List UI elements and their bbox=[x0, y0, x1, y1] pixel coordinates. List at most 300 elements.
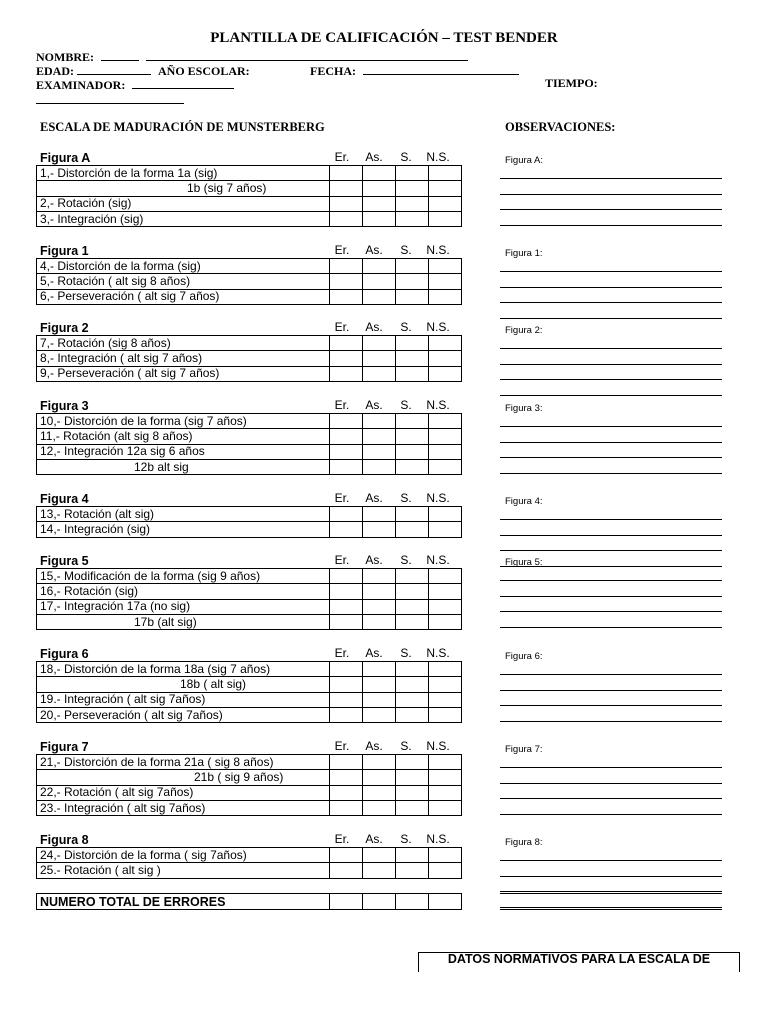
score-cell-s[interactable] bbox=[396, 863, 429, 878]
score-cell-er[interactable] bbox=[330, 351, 363, 366]
figure-header bbox=[36, 646, 456, 661]
figure-header bbox=[36, 320, 456, 335]
score-cell-ns[interactable] bbox=[429, 707, 462, 722]
column-header: Er. bbox=[334, 832, 350, 846]
table-row bbox=[37, 569, 462, 584]
observation-line[interactable] bbox=[500, 302, 722, 303]
criterion-label: 24,- Distorción de la forma ( sig 7años) bbox=[37, 848, 330, 863]
table-row bbox=[37, 785, 462, 800]
column-header: N.S. bbox=[426, 243, 450, 257]
score-cell-s[interactable] bbox=[396, 584, 429, 599]
score-cell-er[interactable] bbox=[330, 289, 363, 304]
score-cell-er[interactable] bbox=[330, 196, 363, 211]
criterion-label: 22,- Rotación ( alt sig 7años) bbox=[37, 785, 330, 800]
score-cell-er[interactable] bbox=[330, 444, 363, 459]
table-row bbox=[37, 848, 462, 863]
score-cell-er[interactable] bbox=[330, 662, 363, 677]
score-cell-as[interactable] bbox=[363, 692, 396, 707]
figure-block bbox=[36, 398, 456, 475]
column-header: Er. bbox=[334, 243, 350, 257]
score-cell-ns[interactable] bbox=[429, 522, 462, 537]
column-header: Er. bbox=[334, 739, 350, 753]
figure-table bbox=[36, 258, 462, 305]
figure-table bbox=[36, 335, 462, 382]
score-cell-as[interactable] bbox=[363, 662, 396, 677]
column-header: As. bbox=[365, 646, 383, 660]
observation-line[interactable] bbox=[500, 225, 722, 226]
score-cell-s[interactable] bbox=[396, 785, 429, 800]
table-row bbox=[37, 366, 462, 381]
munsterberg-scale-heading: ESCALA DE MADURACIÓN DE MUNSTERBERG bbox=[40, 120, 325, 134]
score-cell-ns[interactable] bbox=[429, 677, 462, 692]
total-s-cell[interactable] bbox=[396, 894, 429, 910]
score-cell-ns[interactable] bbox=[429, 599, 462, 614]
score-cell-s[interactable] bbox=[396, 196, 429, 211]
table-row bbox=[37, 444, 462, 459]
column-header: S. bbox=[400, 832, 412, 846]
score-cell-ns[interactable] bbox=[429, 507, 462, 522]
column-header: S. bbox=[400, 553, 412, 567]
column-header: S. bbox=[400, 320, 412, 334]
criterion-label: 12b alt sig bbox=[37, 459, 330, 474]
score-cell-s[interactable] bbox=[396, 848, 429, 863]
score-cell-as[interactable] bbox=[363, 785, 396, 800]
observation-line[interactable] bbox=[500, 860, 722, 861]
observation-line[interactable] bbox=[500, 194, 722, 195]
score-cell-ns[interactable] bbox=[429, 166, 462, 181]
observation-line[interactable] bbox=[500, 690, 722, 691]
score-cell-er[interactable] bbox=[330, 166, 363, 181]
table-row bbox=[37, 351, 462, 366]
observation-line[interactable] bbox=[500, 287, 722, 288]
column-header: S. bbox=[400, 150, 412, 164]
criterion-label: 20,- Perseveración ( alt sig 7años) bbox=[37, 707, 330, 722]
score-cell-s[interactable] bbox=[396, 599, 429, 614]
score-cell-as[interactable] bbox=[363, 569, 396, 584]
score-cell-er[interactable] bbox=[330, 522, 363, 537]
score-cell-as[interactable] bbox=[363, 848, 396, 863]
score-cell-s[interactable] bbox=[396, 507, 429, 522]
score-cell-er[interactable] bbox=[330, 692, 363, 707]
criterion-label: 15,- Modificación de la forma (sig 9 años) bbox=[37, 569, 330, 584]
column-header: S. bbox=[400, 739, 412, 753]
score-cell-ns[interactable] bbox=[429, 584, 462, 599]
figure-block bbox=[36, 243, 456, 305]
figure-name: Figura 8 bbox=[40, 833, 89, 847]
score-cell-ns[interactable] bbox=[429, 569, 462, 584]
criterion-label: 21b ( sig 9 años) bbox=[37, 770, 330, 785]
criterion-label: 25.- Rotación ( alt sig ) bbox=[37, 863, 330, 878]
score-cell-as[interactable] bbox=[363, 429, 396, 444]
score-cell-s[interactable] bbox=[396, 366, 429, 381]
nombre-field[interactable] bbox=[146, 48, 468, 61]
figure-name: Figura 7 bbox=[40, 740, 89, 754]
examinador-label: EXAMINADOR: bbox=[36, 78, 126, 92]
observation-label: Figura 3: bbox=[505, 403, 543, 414]
observation-line[interactable] bbox=[500, 348, 722, 349]
score-cell-s[interactable] bbox=[396, 522, 429, 537]
score-cell-s[interactable] bbox=[396, 614, 429, 629]
criterion-label: 8,- Integración ( alt sig 7 años) bbox=[37, 351, 330, 366]
figure-name: Figura 3 bbox=[40, 399, 89, 413]
score-cell-as[interactable] bbox=[363, 707, 396, 722]
table-row bbox=[37, 707, 462, 722]
score-cell-er[interactable] bbox=[330, 459, 363, 474]
score-cell-s[interactable] bbox=[396, 662, 429, 677]
criterion-label: 13,- Rotación (alt sig) bbox=[37, 507, 330, 522]
column-header: N.S. bbox=[426, 491, 450, 505]
nombre-field-short[interactable] bbox=[101, 48, 139, 61]
total-errors-label: NUMERO TOTAL DE ERRORES bbox=[37, 894, 330, 910]
observation-line[interactable] bbox=[500, 627, 722, 628]
score-cell-ns[interactable] bbox=[429, 429, 462, 444]
criterion-label: 17,- Integración 17a (no sig) bbox=[37, 599, 330, 614]
score-cell-ns[interactable] bbox=[429, 692, 462, 707]
score-cell-ns[interactable] bbox=[429, 351, 462, 366]
edad-field[interactable] bbox=[77, 62, 151, 75]
criterion-label: 16,- Rotación (sig) bbox=[37, 584, 330, 599]
score-cell-ns[interactable] bbox=[429, 211, 462, 226]
score-cell-ns[interactable] bbox=[429, 274, 462, 289]
observation-label: Figura 4: bbox=[505, 496, 543, 507]
score-cell-ns[interactable] bbox=[429, 755, 462, 770]
table-row bbox=[37, 507, 462, 522]
score-cell-as[interactable] bbox=[363, 522, 396, 537]
figure-table bbox=[36, 568, 462, 630]
table-row bbox=[37, 770, 462, 785]
figure-name: Figura A bbox=[40, 151, 91, 165]
score-cell-s[interactable] bbox=[396, 429, 429, 444]
score-cell-er[interactable] bbox=[330, 211, 363, 226]
figure-table bbox=[36, 661, 462, 723]
score-cell-ns[interactable] bbox=[429, 196, 462, 211]
figure-block bbox=[36, 739, 456, 816]
total-ns-cell[interactable] bbox=[429, 894, 462, 910]
score-cell-er[interactable] bbox=[330, 259, 363, 274]
observation-label: Figura 6: bbox=[505, 651, 543, 662]
criterion-label: 1,- Distorción de la forma 1a (sig) bbox=[37, 166, 330, 181]
observation-line[interactable] bbox=[500, 783, 722, 784]
score-cell-as[interactable] bbox=[363, 614, 396, 629]
score-cell-as[interactable] bbox=[363, 507, 396, 522]
score-cell-as[interactable] bbox=[363, 459, 396, 474]
score-cell-ns[interactable] bbox=[429, 848, 462, 863]
score-cell-er[interactable] bbox=[330, 614, 363, 629]
table-row bbox=[37, 662, 462, 677]
column-header: N.S. bbox=[426, 739, 450, 753]
score-cell-er[interactable] bbox=[330, 414, 363, 429]
score-cell-as[interactable] bbox=[363, 770, 396, 785]
score-cell-er[interactable] bbox=[330, 800, 363, 815]
column-header: Er. bbox=[334, 320, 350, 334]
figure-table bbox=[36, 165, 462, 227]
figure-header bbox=[36, 553, 456, 568]
score-cell-as[interactable] bbox=[363, 755, 396, 770]
criterion-label: 10,- Distorción de la forma (sig 7 años) bbox=[37, 414, 330, 429]
score-cell-s[interactable] bbox=[396, 259, 429, 274]
observation-line[interactable] bbox=[500, 550, 722, 551]
observation-line[interactable] bbox=[500, 580, 722, 581]
score-cell-s[interactable] bbox=[396, 770, 429, 785]
examinador-row bbox=[36, 76, 234, 93]
score-cell-s[interactable] bbox=[396, 692, 429, 707]
score-cell-ns[interactable] bbox=[429, 259, 462, 274]
score-cell-ns[interactable] bbox=[429, 414, 462, 429]
score-cell-as[interactable] bbox=[363, 181, 396, 196]
score-cell-er[interactable] bbox=[330, 181, 363, 196]
observation-line[interactable] bbox=[500, 379, 722, 380]
score-cell-er[interactable] bbox=[330, 863, 363, 878]
score-cell-as[interactable] bbox=[363, 863, 396, 878]
figure-table bbox=[36, 506, 462, 538]
score-cell-er[interactable] bbox=[330, 429, 363, 444]
score-cell-er[interactable] bbox=[330, 755, 363, 770]
table-row bbox=[37, 800, 462, 815]
figure-name: Figura 5 bbox=[40, 554, 89, 568]
table-row bbox=[37, 584, 462, 599]
score-cell-s[interactable] bbox=[396, 211, 429, 226]
column-header: Er. bbox=[334, 646, 350, 660]
criterion-label: 4,- Distorción de la forma (sig) bbox=[37, 259, 330, 274]
score-cell-er[interactable] bbox=[330, 569, 363, 584]
tiempo-label: TIEMPO: bbox=[545, 76, 598, 90]
score-cell-ns[interactable] bbox=[429, 863, 462, 878]
figure-header bbox=[36, 491, 456, 506]
table-row bbox=[37, 429, 462, 444]
score-cell-er[interactable] bbox=[330, 707, 363, 722]
observation-label: Figura 2: bbox=[505, 325, 543, 336]
page-title: PLANTILLA DE CALIFICACIÓN – TEST BENDER bbox=[210, 30, 558, 46]
column-header: N.S. bbox=[426, 150, 450, 164]
observation-line[interactable] bbox=[500, 814, 722, 815]
fecha-row bbox=[310, 62, 519, 79]
figure-block bbox=[36, 491, 456, 538]
score-cell-ns[interactable] bbox=[429, 459, 462, 474]
score-cell-s[interactable] bbox=[396, 166, 429, 181]
score-cell-as[interactable] bbox=[363, 166, 396, 181]
table-row bbox=[37, 196, 462, 211]
table-row bbox=[37, 259, 462, 274]
examinador-field[interactable] bbox=[132, 76, 234, 89]
column-header: N.S. bbox=[426, 646, 450, 660]
column-header: As. bbox=[365, 832, 383, 846]
column-header: S. bbox=[400, 398, 412, 412]
score-cell-s[interactable] bbox=[396, 800, 429, 815]
normative-data-heading: DATOS NORMATIVOS PARA LA ESCALA DE bbox=[418, 952, 740, 972]
observation-line[interactable] bbox=[500, 318, 722, 319]
observation-line[interactable] bbox=[500, 596, 722, 597]
nombre-label: NOMBRE: bbox=[36, 50, 94, 64]
score-cell-as[interactable] bbox=[363, 444, 396, 459]
ano-escolar-label: AÑO ESCOLAR: bbox=[158, 64, 250, 78]
total-observation-line[interactable] bbox=[500, 909, 722, 910]
score-cell-as[interactable] bbox=[363, 584, 396, 599]
score-cell-as[interactable] bbox=[363, 211, 396, 226]
table-row bbox=[37, 677, 462, 692]
score-cell-as[interactable] bbox=[363, 351, 396, 366]
criterion-label: 19.- Integración ( alt sig 7años) bbox=[37, 692, 330, 707]
score-cell-s[interactable] bbox=[396, 569, 429, 584]
column-header: S. bbox=[400, 243, 412, 257]
score-cell-ns[interactable] bbox=[429, 181, 462, 196]
score-cell-s[interactable] bbox=[396, 444, 429, 459]
observation-line[interactable] bbox=[500, 209, 722, 210]
figure-name: Figura 4 bbox=[40, 492, 89, 506]
observation-line[interactable] bbox=[500, 876, 722, 877]
observation-label: Figura 1: bbox=[505, 248, 543, 259]
column-header: N.S. bbox=[426, 832, 450, 846]
score-cell-s[interactable] bbox=[396, 274, 429, 289]
score-cell-as[interactable] bbox=[363, 274, 396, 289]
column-header: N.S. bbox=[426, 398, 450, 412]
observation-line[interactable] bbox=[500, 395, 722, 396]
observation-line[interactable] bbox=[500, 535, 722, 536]
score-cell-s[interactable] bbox=[396, 707, 429, 722]
score-cell-s[interactable] bbox=[396, 181, 429, 196]
figure-table bbox=[36, 413, 462, 475]
score-cell-er[interactable] bbox=[330, 507, 363, 522]
score-cell-as[interactable] bbox=[363, 414, 396, 429]
column-header: Er. bbox=[334, 491, 350, 505]
observation-line[interactable] bbox=[500, 705, 722, 706]
score-cell-s[interactable] bbox=[396, 351, 429, 366]
observation-line[interactable] bbox=[500, 674, 722, 675]
column-header: As. bbox=[365, 491, 383, 505]
figure-name: Figura 6 bbox=[40, 647, 89, 661]
score-cell-ns[interactable] bbox=[429, 614, 462, 629]
column-header: Er. bbox=[334, 150, 350, 164]
table-row bbox=[37, 692, 462, 707]
column-header: N.S. bbox=[426, 320, 450, 334]
score-cell-as[interactable] bbox=[363, 289, 396, 304]
observation-label: Figura 8: bbox=[505, 837, 543, 848]
observation-line[interactable] bbox=[500, 271, 722, 272]
observation-line[interactable] bbox=[500, 798, 722, 799]
column-header: S. bbox=[400, 646, 412, 660]
column-header: Er. bbox=[334, 398, 350, 412]
score-cell-s[interactable] bbox=[396, 336, 429, 351]
score-cell-er[interactable] bbox=[330, 848, 363, 863]
score-cell-er[interactable] bbox=[330, 274, 363, 289]
score-cell-er[interactable] bbox=[330, 336, 363, 351]
column-header: As. bbox=[365, 739, 383, 753]
score-cell-er[interactable] bbox=[330, 599, 363, 614]
score-cell-er[interactable] bbox=[330, 770, 363, 785]
observation-line[interactable] bbox=[500, 364, 722, 365]
criterion-label: 7,- Rotación (sig 8 años) bbox=[37, 336, 330, 351]
score-cell-as[interactable] bbox=[363, 800, 396, 815]
observaciones-heading: OBSERVACIONES: bbox=[505, 120, 616, 134]
table-row bbox=[37, 274, 462, 289]
score-cell-ns[interactable] bbox=[429, 444, 462, 459]
figure-header bbox=[36, 739, 456, 754]
score-cell-er[interactable] bbox=[330, 584, 363, 599]
observation-line[interactable] bbox=[500, 426, 722, 427]
figure-block bbox=[36, 320, 456, 382]
fecha-label: FECHA: bbox=[310, 64, 356, 78]
score-cell-as[interactable] bbox=[363, 196, 396, 211]
criterion-label: 9,- Perseveración ( alt sig 7 años) bbox=[37, 366, 330, 381]
observation-label: Figura 7: bbox=[505, 744, 543, 755]
score-cell-as[interactable] bbox=[363, 259, 396, 274]
figure-header bbox=[36, 150, 456, 165]
column-header: As. bbox=[365, 398, 383, 412]
score-cell-ns[interactable] bbox=[429, 366, 462, 381]
score-cell-as[interactable] bbox=[363, 366, 396, 381]
column-header: S. bbox=[400, 491, 412, 505]
table-row bbox=[37, 755, 462, 770]
tiempo-field[interactable] bbox=[36, 103, 184, 104]
figure-block bbox=[36, 646, 456, 723]
score-cell-s[interactable] bbox=[396, 459, 429, 474]
observation-line[interactable] bbox=[500, 457, 722, 458]
score-cell-s[interactable] bbox=[396, 414, 429, 429]
score-cell-ns[interactable] bbox=[429, 662, 462, 677]
column-header: N.S. bbox=[426, 553, 450, 567]
observation-line[interactable] bbox=[500, 519, 722, 520]
total-as-cell[interactable] bbox=[363, 894, 396, 910]
column-header: Er. bbox=[334, 553, 350, 567]
observation-label: Figura 5: bbox=[505, 557, 543, 568]
score-cell-s[interactable] bbox=[396, 755, 429, 770]
observation-line[interactable] bbox=[500, 767, 722, 768]
total-observation-line[interactable] bbox=[500, 893, 722, 894]
observation-line[interactable] bbox=[500, 721, 722, 722]
score-cell-as[interactable] bbox=[363, 677, 396, 692]
observation-line[interactable] bbox=[500, 473, 722, 474]
criterion-label: 2,- Rotación (sig) bbox=[37, 196, 330, 211]
criterion-label: 5,- Rotación ( alt sig 8 años) bbox=[37, 274, 330, 289]
figure-block bbox=[36, 150, 456, 227]
score-cell-s[interactable] bbox=[396, 289, 429, 304]
table-row bbox=[37, 289, 462, 304]
column-header: As. bbox=[365, 553, 383, 567]
figure-block bbox=[36, 832, 456, 879]
score-cell-er[interactable] bbox=[330, 785, 363, 800]
observation-line[interactable] bbox=[500, 178, 722, 179]
criterion-label: 6,- Perseveración ( alt sig 7 años) bbox=[37, 289, 330, 304]
table-row bbox=[37, 522, 462, 537]
column-header: As. bbox=[365, 320, 383, 334]
score-cell-as[interactable] bbox=[363, 599, 396, 614]
total-er-cell[interactable] bbox=[330, 894, 363, 910]
score-cell-ns[interactable] bbox=[429, 800, 462, 815]
figure-header bbox=[36, 398, 456, 413]
score-cell-er[interactable] bbox=[330, 677, 363, 692]
observation-line[interactable] bbox=[500, 907, 722, 908]
criterion-label: 21,- Distorción de la forma 21a ( sig 8 años) bbox=[37, 755, 330, 770]
score-cell-er[interactable] bbox=[330, 366, 363, 381]
score-cell-ns[interactable] bbox=[429, 770, 462, 785]
edad-label: EDAD: bbox=[36, 64, 74, 78]
fecha-field[interactable] bbox=[363, 62, 519, 75]
table-row bbox=[37, 166, 462, 181]
score-cell-ns[interactable] bbox=[429, 289, 462, 304]
column-header: As. bbox=[365, 243, 383, 257]
score-cell-s[interactable] bbox=[396, 677, 429, 692]
score-cell-ns[interactable] bbox=[429, 785, 462, 800]
observation-line[interactable] bbox=[500, 611, 722, 612]
criterion-label: 18,- Distorción de la forma 18a (sig 7 años) bbox=[37, 662, 330, 677]
table-row bbox=[37, 336, 462, 351]
table-row bbox=[37, 414, 462, 429]
score-cell-as[interactable] bbox=[363, 336, 396, 351]
observation-line[interactable] bbox=[500, 442, 722, 443]
score-cell-ns[interactable] bbox=[429, 336, 462, 351]
criterion-label: 3,- Integración (sig) bbox=[37, 211, 330, 226]
figure-name: Figura 2 bbox=[40, 321, 89, 335]
observation-label: Figura A: bbox=[505, 155, 544, 166]
